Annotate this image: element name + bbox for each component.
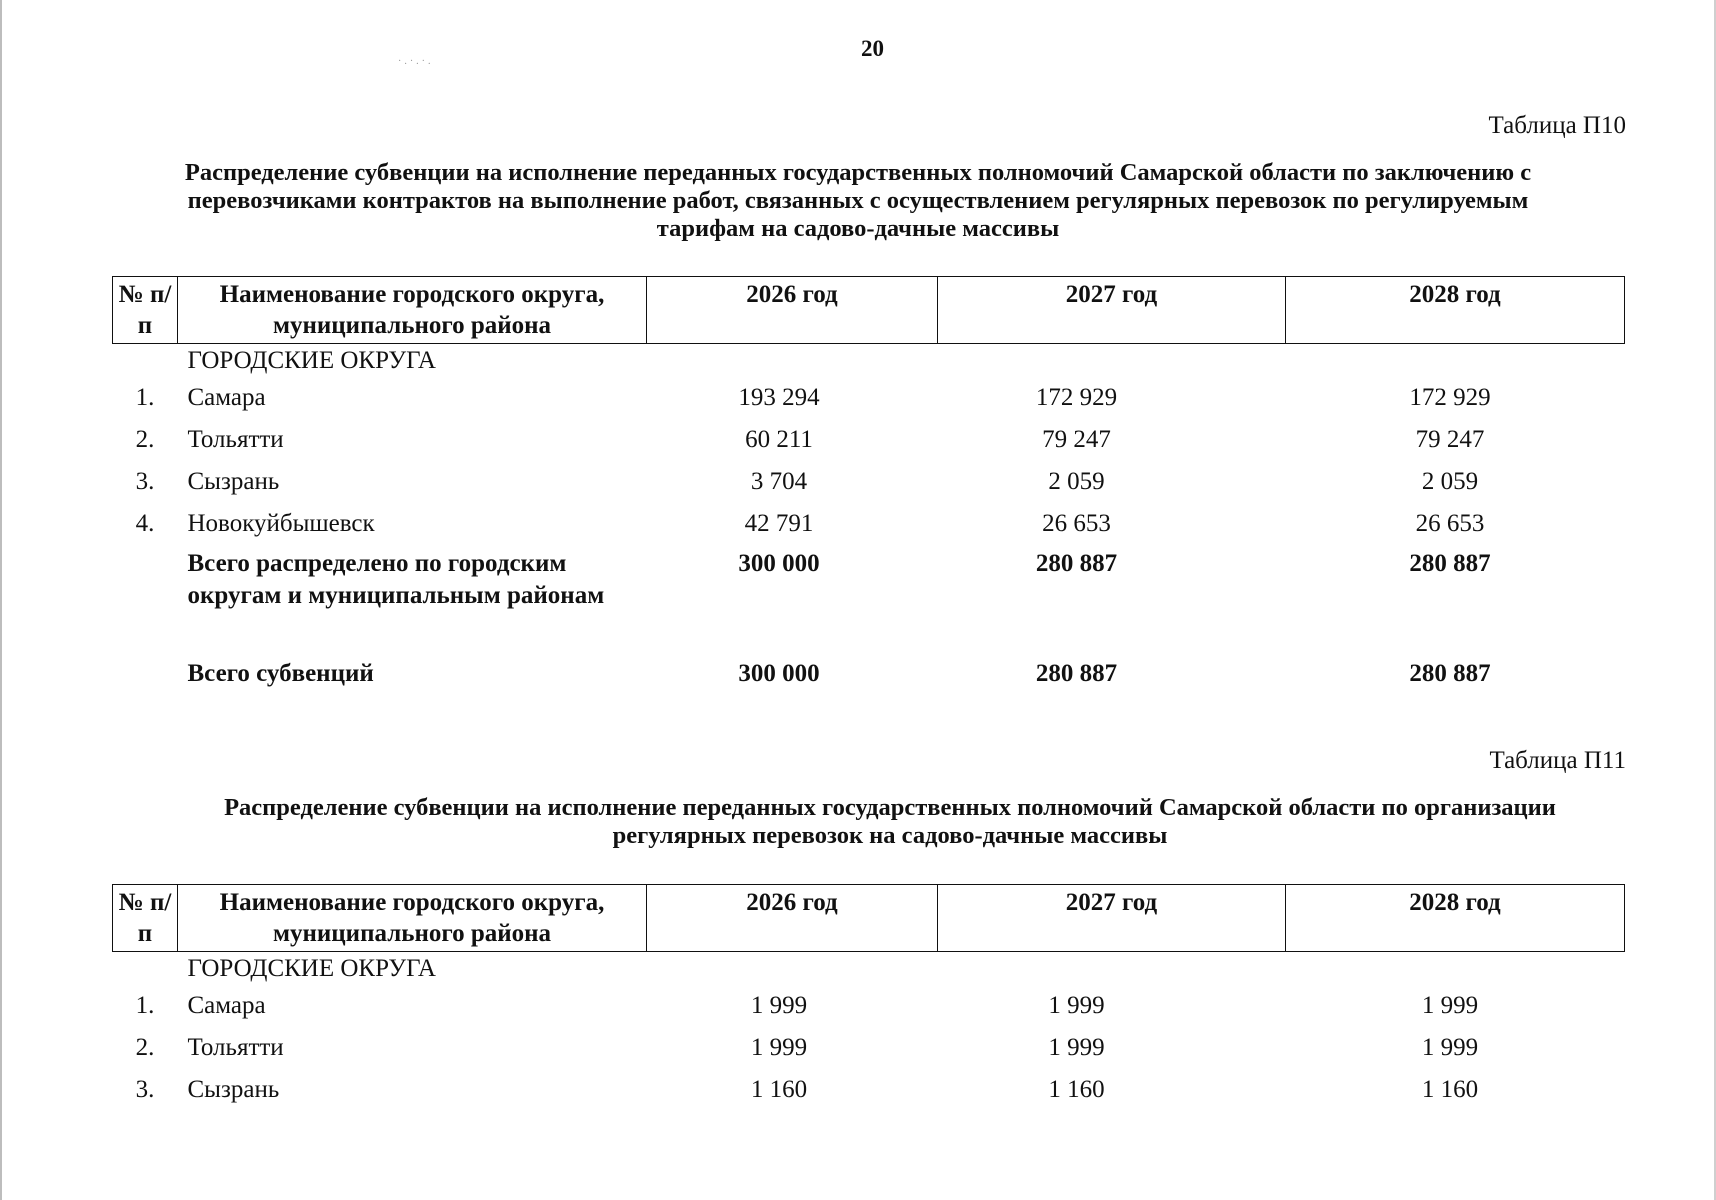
table-row	[113, 378, 1625, 420]
table-p10-title: Распределение субвенции на исполнение переданных государственных полномочий Самарской области по заключению с перевозчиками контрактов на выполнение работ, связанных с осуществлением регулярных перевозок по регулируемым тарифам на садово-дачные массивы	[184, 159, 1532, 242]
header-num: № п/п	[113, 885, 178, 952]
table-p11-title: Распределение субвенции на исполнение переданных государственных полномочий Самарской области по организации регулярных перевозок на садово-дачные массивы	[224, 794, 1556, 849]
row-2027: 1 999	[1048, 1034, 1105, 1061]
row-2027: 172 929	[1035, 384, 1118, 411]
header-2026: 2026 год	[647, 885, 938, 952]
header-2026: 2026 год	[647, 277, 938, 344]
row-2028: 26 653	[1415, 510, 1485, 537]
header-2027: 2027 год	[938, 277, 1286, 344]
row-2027: 1 160	[1048, 1076, 1105, 1103]
section-row	[113, 952, 1625, 987]
total-distributed-2027: 280 887	[1035, 550, 1118, 577]
row-2027: 79 247	[1042, 426, 1111, 453]
row-2028: 2 059	[1421, 468, 1479, 495]
total-distributed-label: Всего распределено по городским округам и муниципальным районам	[187, 550, 605, 609]
header-name: Наименование городского округа, муниципального района	[178, 885, 647, 952]
total-label: Всего субвенций	[187, 660, 374, 687]
row-2028: 1 999	[1421, 1034, 1479, 1061]
row-name: Тольятти	[187, 1034, 284, 1061]
table-p11	[112, 884, 1624, 1112]
row-name: Самара	[187, 384, 266, 411]
row-2028: 79 247	[1415, 426, 1485, 453]
row-2026: 42 791	[744, 510, 814, 537]
header-num: № п/п	[113, 277, 178, 344]
table-p10	[112, 276, 1624, 696]
row-num: 3.	[135, 468, 155, 495]
row-2026: 3 704	[750, 468, 808, 495]
section-label: ГОРОДСКИЕ ОКРУГА	[187, 955, 436, 982]
header-2028: 2028 год	[1286, 277, 1625, 344]
row-name: Тольятти	[187, 426, 284, 453]
row-name: Сызрань	[187, 468, 280, 495]
row-2028: 172 929	[1409, 384, 1491, 411]
total-2026: 300 000	[738, 660, 820, 687]
row-name: Сызрань	[187, 1076, 280, 1103]
table-header-row	[113, 885, 1625, 952]
table-p11-label: Таблица П11	[1489, 747, 1626, 774]
row-2027: 26 653	[1042, 510, 1111, 537]
table-row	[113, 504, 1625, 546]
table-header-row	[113, 277, 1625, 344]
scan-speck: ·.·.·.	[398, 56, 434, 67]
total-2028: 280 887	[1409, 660, 1491, 687]
page-number: 20	[861, 36, 884, 61]
total-distributed-2028: 280 887	[1409, 550, 1491, 577]
table-p10-grid	[112, 276, 1625, 696]
row-2027: 2 059	[1048, 468, 1105, 495]
row-num: 1.	[135, 384, 155, 411]
table-row	[113, 986, 1625, 1028]
section-row	[113, 344, 1625, 379]
scan-left-edge	[0, 0, 2, 1200]
header-2028: 2028 год	[1286, 885, 1625, 952]
row-num: 4.	[135, 510, 155, 537]
table-row	[113, 420, 1625, 462]
row-2026: 1 999	[750, 992, 808, 1019]
row-2026: 193 294	[738, 384, 820, 411]
row-2026: 1 999	[750, 1034, 808, 1061]
header-2027: 2027 год	[938, 885, 1286, 952]
header-name: Наименование городского округа, муниципального района	[178, 277, 647, 344]
total-distributed-row	[113, 546, 1625, 654]
row-2027: 1 999	[1048, 992, 1105, 1019]
table-p10-label: Таблица П10	[1488, 112, 1626, 139]
row-num: 3.	[135, 1076, 155, 1103]
table-row	[113, 1070, 1625, 1112]
table-row	[113, 1028, 1625, 1070]
row-2028: 1 160	[1421, 1076, 1479, 1103]
row-name: Новокуйбышевск	[187, 510, 375, 537]
row-2026: 60 211	[745, 426, 813, 453]
section-label: ГОРОДСКИЕ ОКРУГА	[187, 347, 436, 374]
row-num: 1.	[135, 992, 155, 1019]
table-p11-grid	[112, 884, 1625, 1112]
row-name: Самара	[187, 992, 266, 1019]
total-distributed-2026: 300 000	[738, 550, 820, 577]
total-row	[113, 654, 1625, 696]
table-row	[113, 462, 1625, 504]
row-2028: 1 999	[1421, 992, 1479, 1019]
row-2026: 1 160	[750, 1076, 808, 1103]
total-2027: 280 887	[1035, 660, 1118, 687]
row-num: 2.	[135, 1034, 155, 1061]
row-num: 2.	[135, 426, 155, 453]
